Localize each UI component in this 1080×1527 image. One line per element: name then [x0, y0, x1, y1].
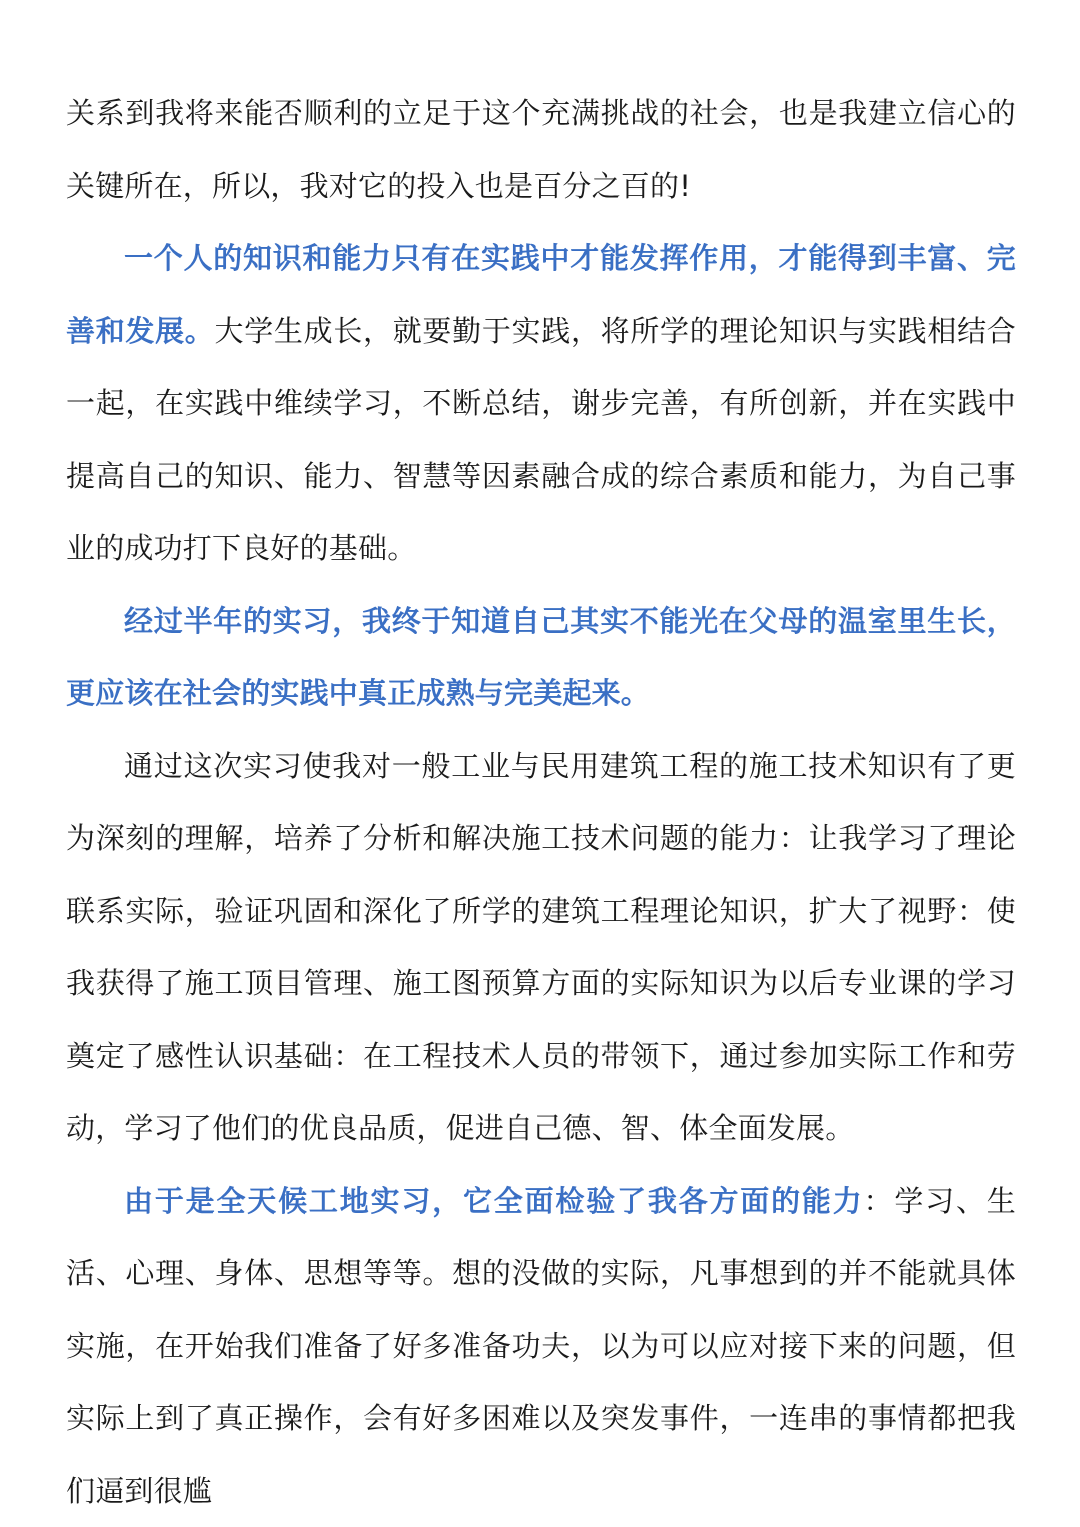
paragraph-continuation	[66, 77, 1016, 222]
paragraph-text: 关系到我将来能否顺利的立足于这个充满挑战的社会，也是我建立信心的关键所在，所以，我对它的投入也是百分之百的!	[66, 96, 1016, 203]
highlight-sentence: 一个人的知识和能力只有在实践中才能发挥作用，才能得到丰富、完善和发展。	[66, 241, 1016, 348]
paragraph-site-internship	[66, 1165, 1016, 1527]
paragraph-text: 大学生成长，就要勤于实践，将所学的理论知识与实践相结合一起，在实践中维续学习，不断总结，谢步完善，有所创新，并在实践中提高自己的知识、能力、智慧等因素融合成的综合素质和能力，为自己事业的成功打下良好的基础。	[66, 313, 1016, 565]
document-page	[66, 77, 1016, 1527]
paragraph-text: ：学习、生活、心理、身体、思想等等。想的没做的实际，凡事想到的并不能就具体实施，在开始我们准备了好多准备功夫，以为可以应对接下来的问题，但实际上到了真正操作，会有好多困难以及突发事件，一连串的事情都把我们逼到很尴	[66, 1183, 1016, 1508]
highlight-sentence: 经过半年的实习，我终于知道自己其实不能光在父母的温室里生长，更应该在社会的实践中真正成熟与完美起来。	[66, 603, 1016, 710]
paragraph-knowledge-practice	[66, 222, 1016, 585]
paragraph-internship-gains	[66, 730, 1016, 1165]
paragraph-half-year-internship	[66, 585, 1016, 730]
paragraph-text: 通过这次实习使我对一般工业与民用建筑工程的施工技术知识有了更为深刻的理解，培养了分析和解决施工技术问题的能力：让我学习了理论联系实际，验证巩固和深化了所学的建筑工程理论知识，扩大了视野：使我获得了施工顶目管理、施工图预算方面的实际知识为以后专业课的学习奠定了感性认识基础：在工程技术人员的带领下，通过参加实际工作和劳动，学习了他们的优良品质，促进自己德、智、体全面发展。	[66, 748, 1016, 1145]
highlight-sentence: 由于是全天候工地实习，它全面检验了我各方面的能力	[124, 1183, 864, 1218]
